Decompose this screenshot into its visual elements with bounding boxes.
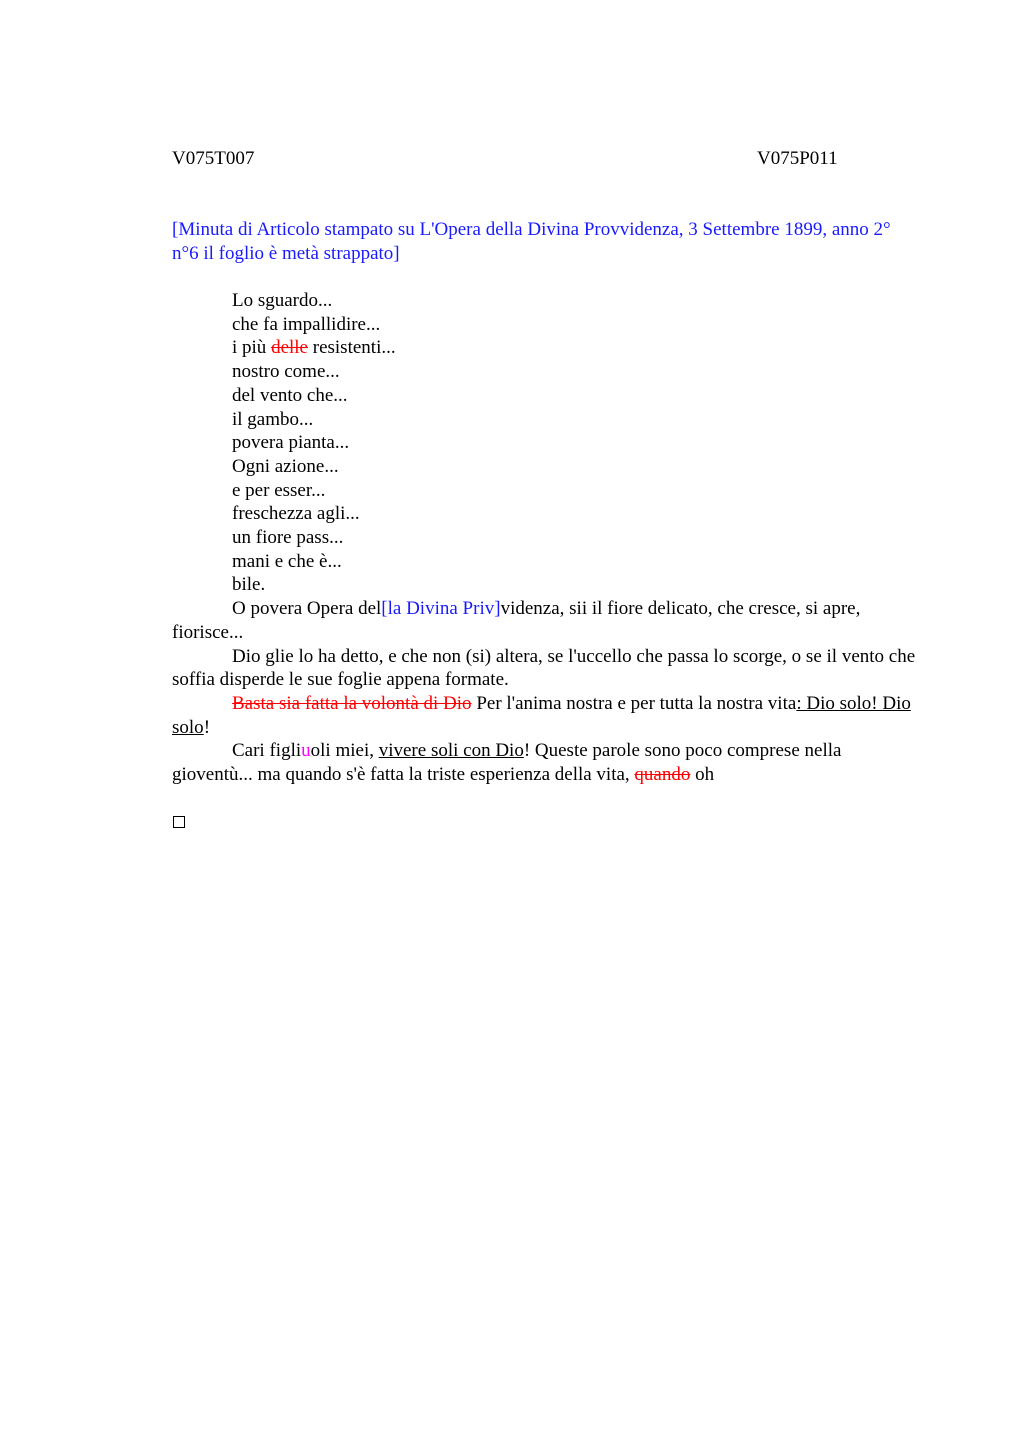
inserted-text: [la Divina Priv]	[381, 598, 501, 620]
paragraph-text: oh	[690, 764, 715, 786]
fragment-text: i più	[232, 337, 272, 359]
fragment-line: un fiore pass...	[232, 527, 344, 549]
paragraph-text: oli miei,	[310, 740, 379, 762]
document-body	[172, 289, 922, 787]
deleted-text: delle	[271, 337, 308, 359]
fragment-line: mani e che è...	[232, 550, 342, 572]
corrected-letter: u	[301, 740, 311, 762]
paragraph-text: Per l'anima nostra e per tutta la nostra vita	[471, 692, 797, 714]
document-code-left: V075T007	[172, 148, 255, 169]
fragment-text: resistenti...	[308, 337, 396, 359]
deleted-text: quando	[634, 764, 691, 786]
paragraph-text: O povera Opera del	[232, 598, 382, 620]
fragment-line: freschezza agli...	[232, 503, 360, 525]
fragment-line: Lo sguardo...	[232, 290, 333, 311]
paragraph: Dio glie lo ha detto, e che non (si) altera, se l'uccello che passa lo scorge, o se il vento che soffia disperde le sue foglie appena formate.	[172, 645, 916, 691]
checkbox-square-icon	[173, 816, 185, 828]
deleted-text: Basta sia fatta la volontà di Dio	[232, 692, 472, 714]
fragment-line: povera pianta...	[232, 432, 350, 454]
fragment-line: e per esser...	[232, 479, 326, 501]
editorial-note: [Minuta di Articolo stampato su L'Opera della Divina Provvidenza, 3 Settembre 1899, anno 2° n°6 il foglio è metà strappato]	[172, 219, 891, 264]
paragraph	[172, 739, 922, 786]
fragment-line: il gambo...	[232, 408, 314, 430]
paragraph-text: ! Queste parole sono poco comprese nella gioventù... ma quando s'è fatta la triste esperienza della vita,	[172, 740, 842, 786]
fragment-line: bile.	[232, 574, 266, 596]
document-code-right: V075P011	[757, 148, 838, 169]
paragraph	[172, 692, 922, 739]
paragraph-text: !	[203, 716, 211, 738]
fragment-line	[172, 336, 922, 360]
paragraph-text: videnza, sii il fiore delicato, che cresce, si apre, fiorisce...	[172, 598, 861, 643]
fragment-line: nostro come...	[232, 361, 340, 383]
paragraph-text: Cari figli	[232, 740, 302, 762]
fragment-line: che fa impallidire...	[232, 313, 381, 335]
underlined-text: vivere soli con Dio	[378, 740, 524, 762]
fragment-line: del vento che...	[232, 384, 348, 406]
paragraph	[172, 597, 922, 644]
underlined-text: : Dio solo! Dio solo	[172, 692, 911, 738]
fragment-line: Ogni azione...	[232, 455, 339, 477]
